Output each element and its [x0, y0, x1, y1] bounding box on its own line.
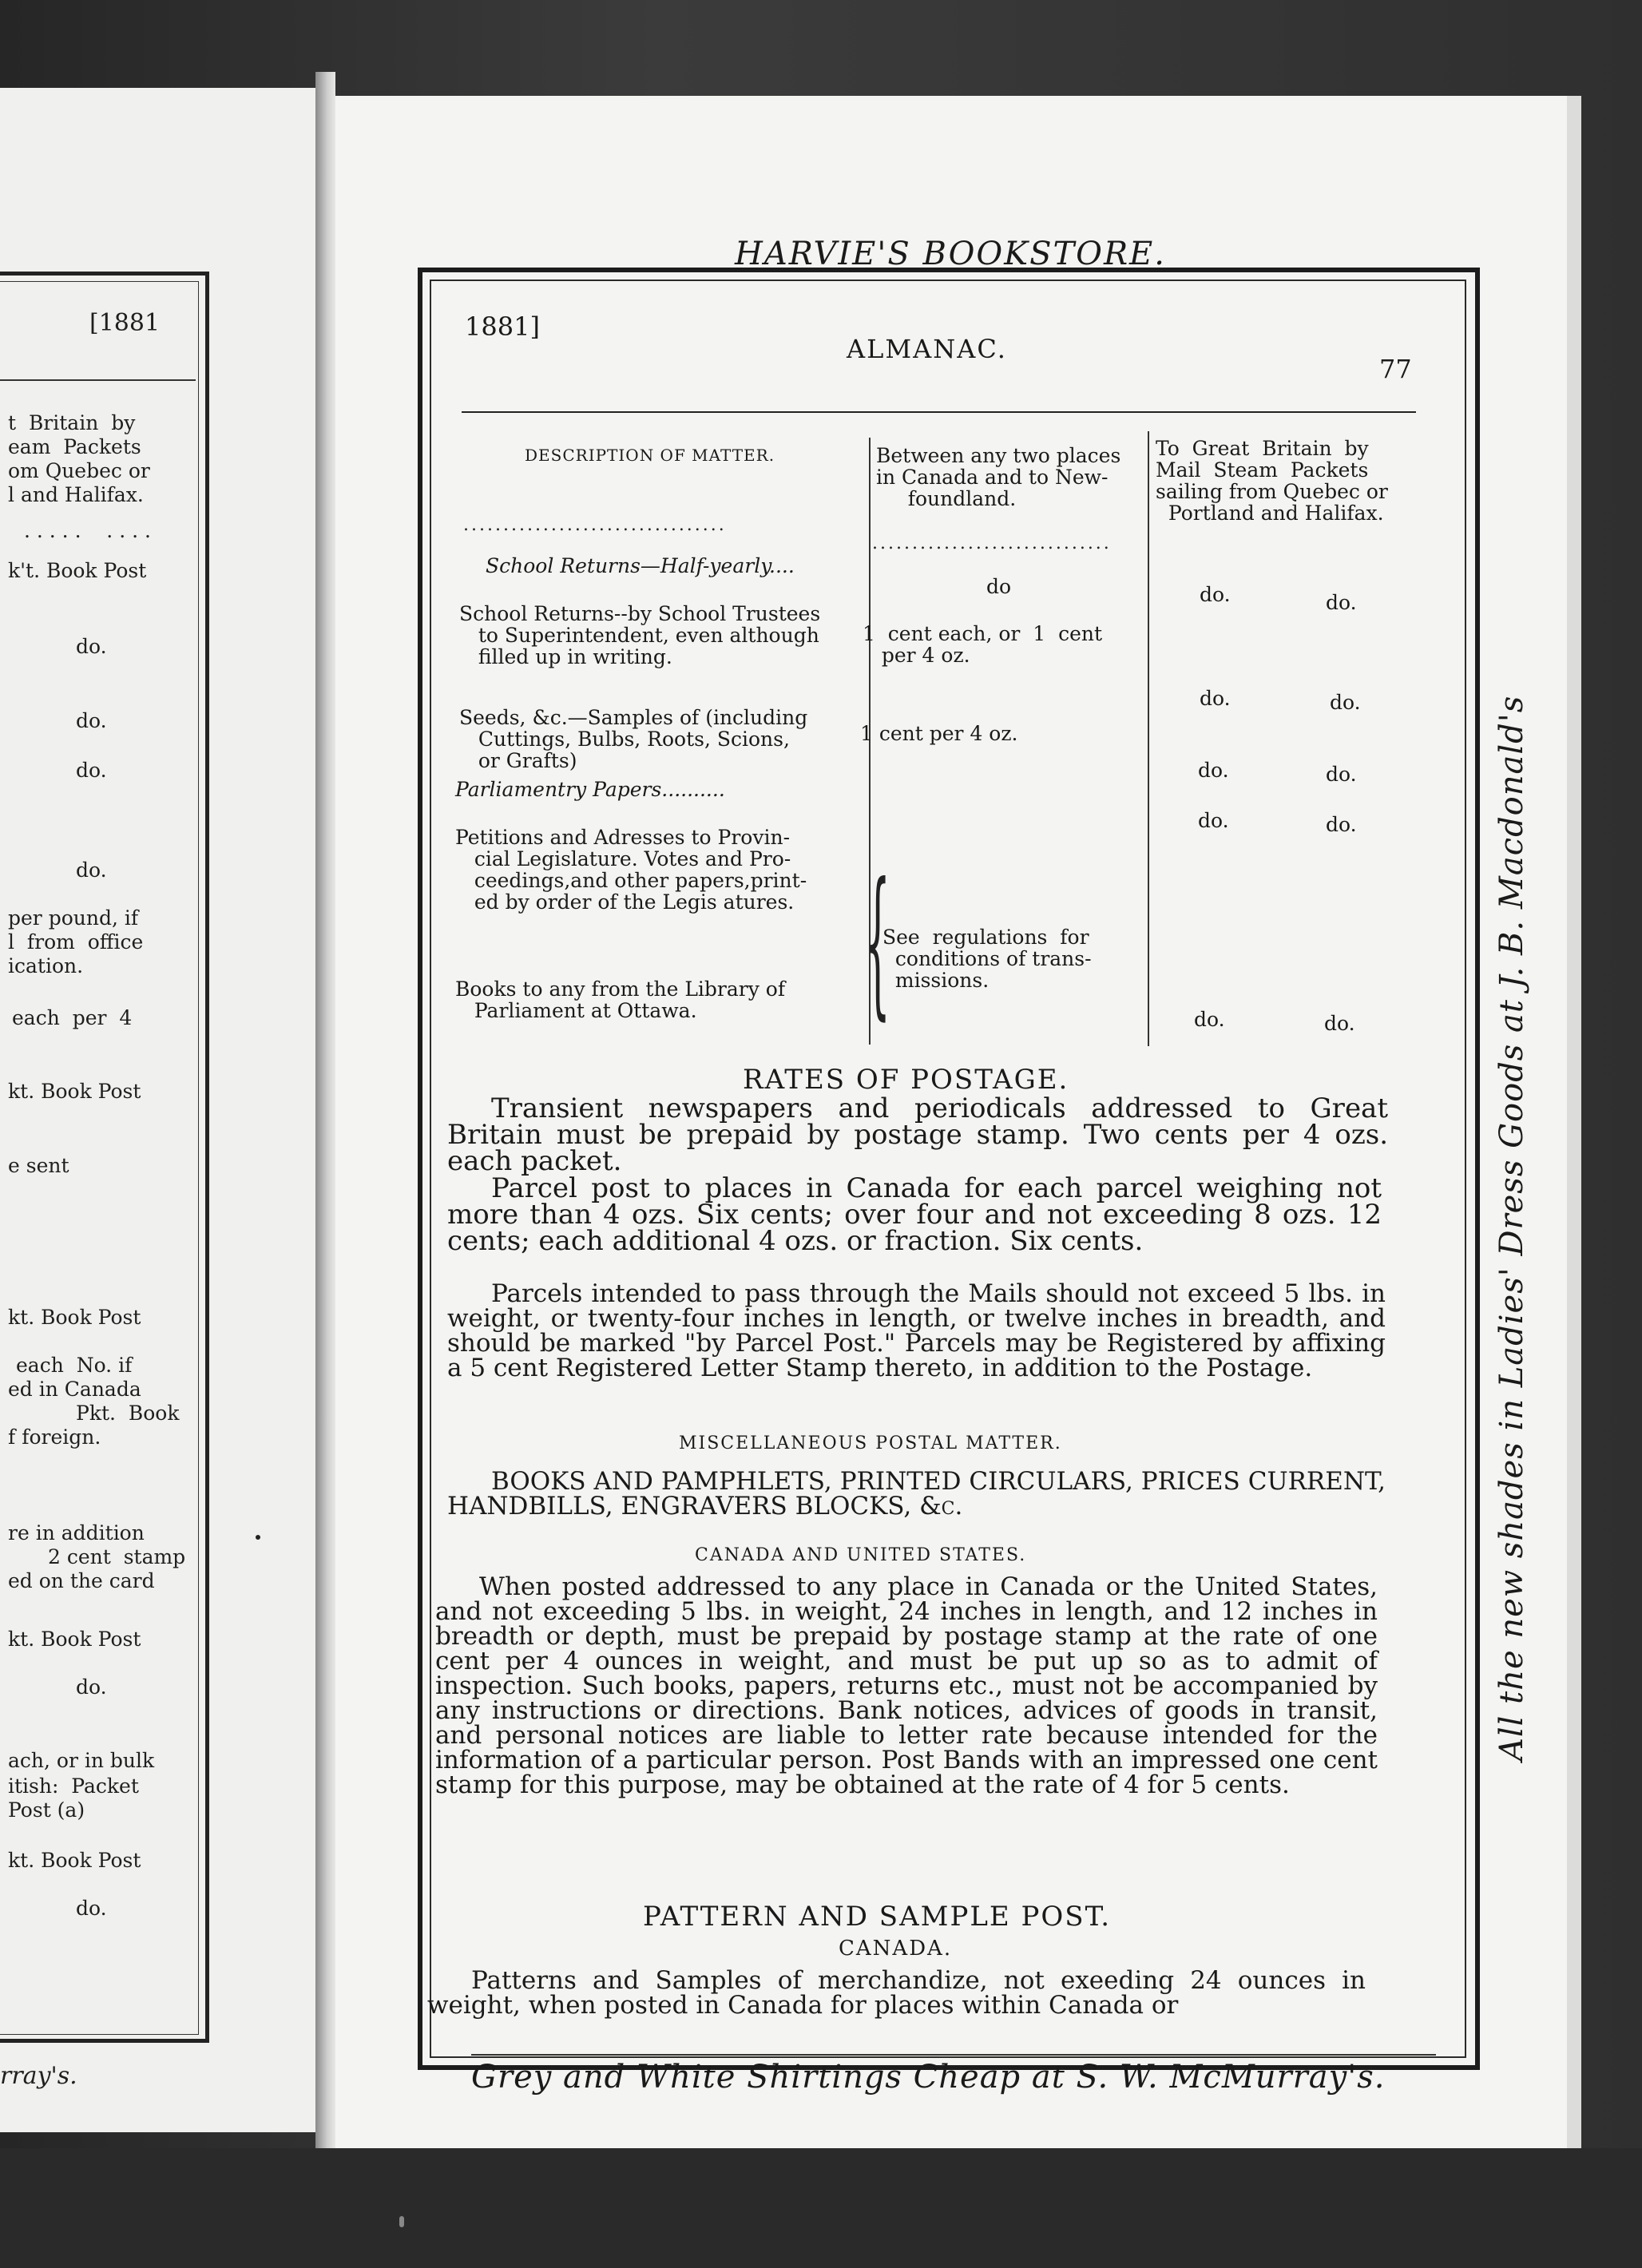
footer-rule [471, 2054, 1436, 2056]
left-fragment: do. [76, 858, 107, 882]
footer-advertisement: Grey and White Shirtings Cheap at S. W. McMurray's. [471, 2059, 1386, 2096]
left-fragment: om Quebec or [8, 459, 150, 482]
table-cell-gb: do. [1326, 763, 1357, 786]
table-cell-gb: do. [1200, 687, 1231, 710]
canada-us-text: When posted addressed to any place in Canada or the United States, and not exceeding 5 lbs. in weight, 24 inches in length, and 12 inches in breadth or depth, must be prepaid by postage stamp at the rate of one cent per 4 ounces in weight, and must be put up so as to admit of inspection. Such books, papers, returns etc., must not be accompanied by any instructions or directions. Bank notices, advices of goods in transit, and personal notices are liable to letter rate because intended for the information of a particular person. Post Bands with an impressed one cent stamp for this purpose, may be obtained at the rate of 4 for 5 cents. [435, 1572, 1378, 1799]
book-gutter [315, 72, 335, 2148]
section-subheading-canada: CANADA. [839, 1937, 953, 1961]
left-fragment: each No. if [16, 1354, 133, 1377]
table-row-description: Parliamentry Papers.......... [455, 778, 725, 801]
misc-text: BOOKS AND PAMPHLETS, PRINTED CIRCULARS, PRICES CURRENT, HANDBILLS, ENGRAVERS BLOCKS, &c. [447, 1467, 1386, 1521]
page-edge [1567, 96, 1581, 2156]
left-fragment: do. [76, 709, 107, 732]
left-fragment: kt. Book Post [8, 1080, 141, 1103]
row-description: School Returns—Half-yearly.... [486, 554, 795, 577]
left-fragment: ed in Canada [8, 1378, 141, 1401]
page-title: ALMANAC. [847, 334, 1007, 364]
left-fragment: ach, or in bulk [8, 1749, 155, 1772]
column-header-great-britain: To Great Britain by Mail Steam Packets sailing from Quebec or Portland and Halifax. [1156, 437, 1388, 525]
left-fragment: 2 cent stamp [48, 1545, 186, 1568]
left-fragment: kt. Book Post [8, 1849, 141, 1872]
page-number: 77 [1379, 354, 1412, 384]
side-advertisement: All the new shades in Ladies' Dress Goods at J. B. Macdonald's [1493, 695, 1530, 1761]
left-fragment: do. [76, 1675, 107, 1699]
table-cell-canada: 1 cent per 4 oz. [860, 722, 1018, 745]
ink-dot [256, 1535, 260, 1540]
table-cell-canada: do [986, 575, 1012, 598]
left-fragment: k't. Book Post [8, 559, 147, 582]
table-row-description: Books to any from the Library of Parliament at Ottawa. [455, 977, 786, 1022]
table-cell-gb: do. [1198, 759, 1229, 782]
section-heading-canada-us: CANADA AND UNITED STATES. [695, 1545, 1027, 1565]
section-heading-misc: MISCELLANEOUS POSTAL MATTER. [679, 1433, 1062, 1453]
dotted-leader: ................................. [463, 515, 727, 535]
left-fragment: do. [76, 635, 107, 658]
table-cell-gb: do. [1200, 583, 1231, 606]
left-fragment: ication. [8, 954, 84, 977]
table-cell-canada: 1 cent each, or 1 cent per 4 oz. [863, 622, 1103, 667]
table-row-description: Petitions and Adresses to Provin- cial Legislature. Votes and Pro- ceedings,and other papers,print- ed by order of the Legis atures. [455, 826, 807, 914]
left-fragment: kt. Book Post [8, 1628, 141, 1651]
left-fragment: itish: Packet [8, 1774, 139, 1798]
left-fragment: do. [76, 1897, 107, 1920]
dotted-leader: .............................. [872, 533, 1112, 553]
rates-paragraph: Parcels intended to pass through the Mails should not exceed 5 lbs. in weight, or twenty-four inches in length, or twelve inches in breadth, and should be marked "by Parcel Post." Parcels may be Registered by affixing a 5 cent Registered Letter Stamp thereto, in addition to the Postage. [447, 1279, 1386, 1382]
left-fragment: kt. Book Post [8, 1306, 141, 1329]
scan-mark [399, 2216, 404, 2227]
table-row-description: Seeds, &c.—Samples of (including Cuttings, Bulbs, Roots, Scions, or Grafts) [459, 706, 808, 772]
table-cell-gb: do. [1194, 1008, 1225, 1031]
left-page-year: [1881 [89, 309, 161, 337]
table-cell-gb: do. [1330, 691, 1361, 714]
table-row-description [486, 555, 795, 577]
section-heading-pattern: PATTERN AND SAMPLE POST. [643, 1901, 1112, 1933]
table-cell-gb: do. [1324, 1012, 1355, 1035]
left-fragment: eam Packets [8, 435, 141, 458]
section-heading-rates: RATES OF POSTAGE. [743, 1064, 1069, 1096]
left-fragment: . . . . . . . . . [24, 519, 151, 542]
left-fragment: Post (a) [8, 1798, 85, 1822]
column-divider [1148, 431, 1149, 1046]
brace-icon: { [865, 849, 890, 1035]
left-fragment: re in addition [8, 1521, 145, 1544]
table-row-description: School Returns--by School Trustees to Superintendent, even although filled up in writing. [459, 602, 821, 668]
table-cell-gb: do. [1326, 591, 1357, 614]
column-header-canada: Between any two places in Canada and to New- foundland. [876, 444, 1121, 510]
page-year: 1881] [465, 311, 540, 342]
left-fragment: l and Halifax. [8, 483, 144, 506]
scan-bottom-strip [0, 2148, 1642, 2268]
left-fragment: e sent [8, 1154, 69, 1177]
table-cell-canada: See regulations for conditions of trans- missions. [882, 926, 1092, 992]
left-header-rule [0, 379, 196, 381]
running-head: HARVIE'S BOOKSTORE. [735, 236, 1166, 272]
left-fragment: ed on the card [8, 1569, 155, 1592]
left-fragment: do. [76, 759, 107, 782]
rates-paragraph: Parcel post to places in Canada for each parcel weighing not more than 4 ozs. Six cents; over four and not exceeding 8 ozs. 12 cents; each additional 4 ozs. or fraction. Six cents. [447, 1172, 1382, 1257]
left-fragment: each per 4 [12, 1006, 133, 1029]
pattern-text: Patterns and Samples of merchandize, not exeeding 24 ounces in weight, when posted in Canada for places within Canada or [427, 1966, 1366, 2020]
table-cell-gb: do. [1198, 809, 1229, 832]
left-page-footer: rray's. [0, 2062, 77, 2090]
left-fragment: per pound, if [8, 906, 139, 930]
column-header-description: DESCRIPTION OF MATTER. [525, 446, 775, 465]
left-fragment: Pkt. Book [76, 1402, 180, 1425]
left-fragment: t Britain by [8, 411, 136, 434]
left-fragment: f foreign. [8, 1425, 101, 1449]
header-rule [462, 411, 1416, 413]
left-fragment: l from office [8, 930, 144, 954]
table-cell-gb: do. [1326, 813, 1357, 836]
rates-paragraph: Transient newspapers and periodicals addressed to Great Britain must be prepaid by postage stamp. Two cents per 4 ozs. each packet. [447, 1092, 1388, 1177]
